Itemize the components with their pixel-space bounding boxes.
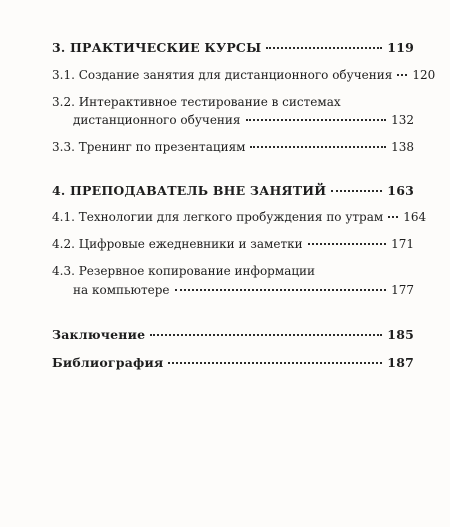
section-title-line-1: 4.3. Резервное копирование информации xyxy=(52,264,316,278)
dot-leader xyxy=(266,47,382,49)
dot-leader xyxy=(388,216,398,218)
dot-leader xyxy=(168,362,382,364)
toc-entry-3-3 xyxy=(52,140,414,154)
toc-entry-chapter-4 xyxy=(52,183,414,198)
toc-entry-conclusion xyxy=(52,327,414,342)
dot-leader xyxy=(246,119,387,121)
page-number: 119 xyxy=(387,40,414,55)
toc-entry-3-1 xyxy=(52,68,436,82)
toc-entry-chapter-3 xyxy=(52,40,414,55)
toc-entry-bibliography xyxy=(52,355,414,370)
section-title: 3.1. Создание занятия для дистанционного обучения xyxy=(52,68,393,82)
page-number: 187 xyxy=(387,355,414,370)
section-title: 4.1. Технологии для легкого пробуждения по утрам xyxy=(52,210,384,224)
page-number: 163 xyxy=(387,183,414,198)
section-title-line-1: 3.2. Интерактивное тестирование в системах xyxy=(52,95,341,109)
page-number: 120 xyxy=(412,68,436,82)
chapter-title: Заключение xyxy=(52,327,146,342)
page-number: 171 xyxy=(391,237,414,251)
toc-entry-4-1 xyxy=(52,210,427,224)
page-number: 177 xyxy=(391,283,414,297)
dot-leader xyxy=(308,243,387,245)
section-title: 4.2. Цифровые ежедневники и заметки xyxy=(52,237,303,251)
section-title-line-2: дистанционного обучения xyxy=(73,113,241,127)
section-title: 3.3. Тренинг по презентациям xyxy=(52,140,246,154)
dot-leader xyxy=(175,289,387,291)
chapter-title: 3. ПРАКТИЧЕСКИЕ КУРСЫ xyxy=(52,40,262,55)
dot-leader xyxy=(397,74,407,76)
page-number: 132 xyxy=(391,113,414,127)
dot-leader xyxy=(250,146,386,148)
section-title-line-2: на компьютере xyxy=(73,283,170,297)
toc-entry-3-2 xyxy=(52,113,414,127)
dot-leader xyxy=(150,334,382,336)
chapter-title: 4. ПРЕПОДАВАТЕЛЬ ВНЕ ЗАНЯТИЙ xyxy=(52,183,327,198)
page-number: 185 xyxy=(387,327,414,342)
toc-entry-4-3 xyxy=(52,283,414,297)
toc-entry-4-2 xyxy=(52,237,414,251)
dot-leader xyxy=(331,190,382,192)
page-number: 138 xyxy=(391,140,414,154)
chapter-title: Библиография xyxy=(52,355,164,370)
page-number: 164 xyxy=(403,210,427,224)
